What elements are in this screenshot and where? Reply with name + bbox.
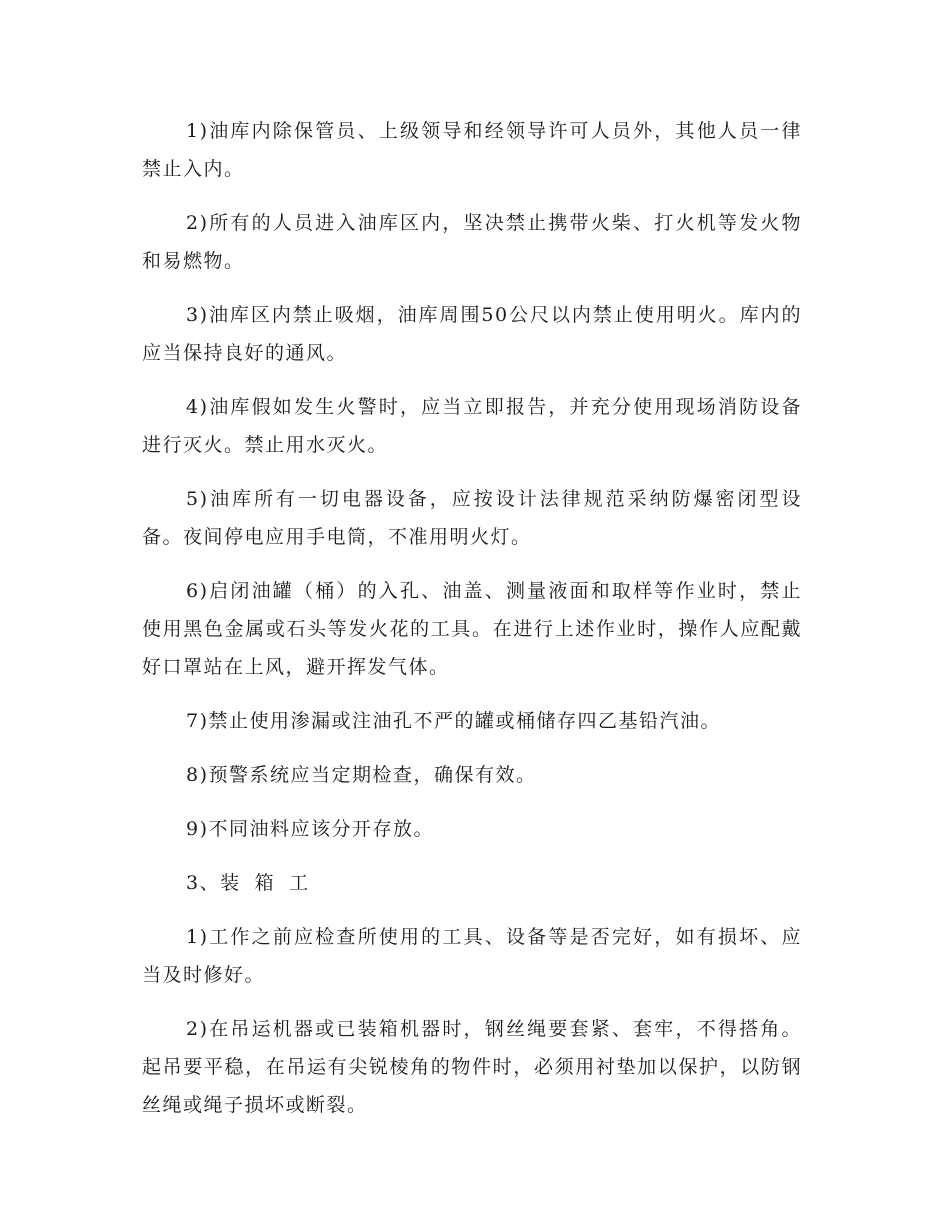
paragraph-9: 9)不同油料应该分开存放。 [186,818,435,840]
paragraph-6: 6)启闭油罐（桶）的入孔、油盖、测量液面和取样等作业时，禁止使用黑色金属或石头等发火花的工具。在进行上述作业时，操作人应配戴好口罩站在上风，避开挥发气体。 [142,580,802,678]
paragraph-3: 3)油库区内禁止吸烟，油库周围50公尺以内禁止使用明火。库内的应当保持良好的通风。 [142,304,802,364]
paragraph-2: 2)所有的人员进入油库区内，坚决禁止携带火柴、打火机等发火物和易燃物。 [142,212,802,272]
section-title-char-3: 工 [289,872,310,894]
paragraph-1: 1)油库内除保管员、上级领导和经领导许可人员外，其他人员一律禁止入内。 [142,120,802,180]
paragraph-b2: 2)在吊运机器或已装箱机器时，钢丝绳要套紧、套牢，不得搭角。起吊要平稳，在吊运有尖锐棱角的物件时，必须用衬垫加以保护，以防钢丝绳或绳子损坏或断裂。 [142,1018,802,1116]
paragraph-b1: 1)工作之前应检查所使用的工具、设备等是否完好，如有损坏、应当及时修好。 [142,926,802,986]
paragraph-5: 5)油库所有一切电器设备，应按设计法律规范采纳防爆密闭型设备。夜间停电应用手电筒，不准用明火灯。 [142,488,802,548]
section-heading [142,864,802,902]
paragraph-4: 4)油库假如发生火警时，应当立即报告，并充分使用现场消防设备进行灭火。禁止用水灭火。 [142,396,802,456]
section-title-char-1: 装 [220,872,241,894]
paragraph-7: 7)禁止使用渗漏或注油孔不严的罐或桶储存四乙基铅汽油。 [186,710,722,732]
paragraph-8: 8)预警系统应当定期检查，确保有效。 [186,764,537,786]
section-number: 3、 [186,872,221,894]
section-title-char-2: 箱 [254,872,276,894]
document-body [142,112,802,1140]
